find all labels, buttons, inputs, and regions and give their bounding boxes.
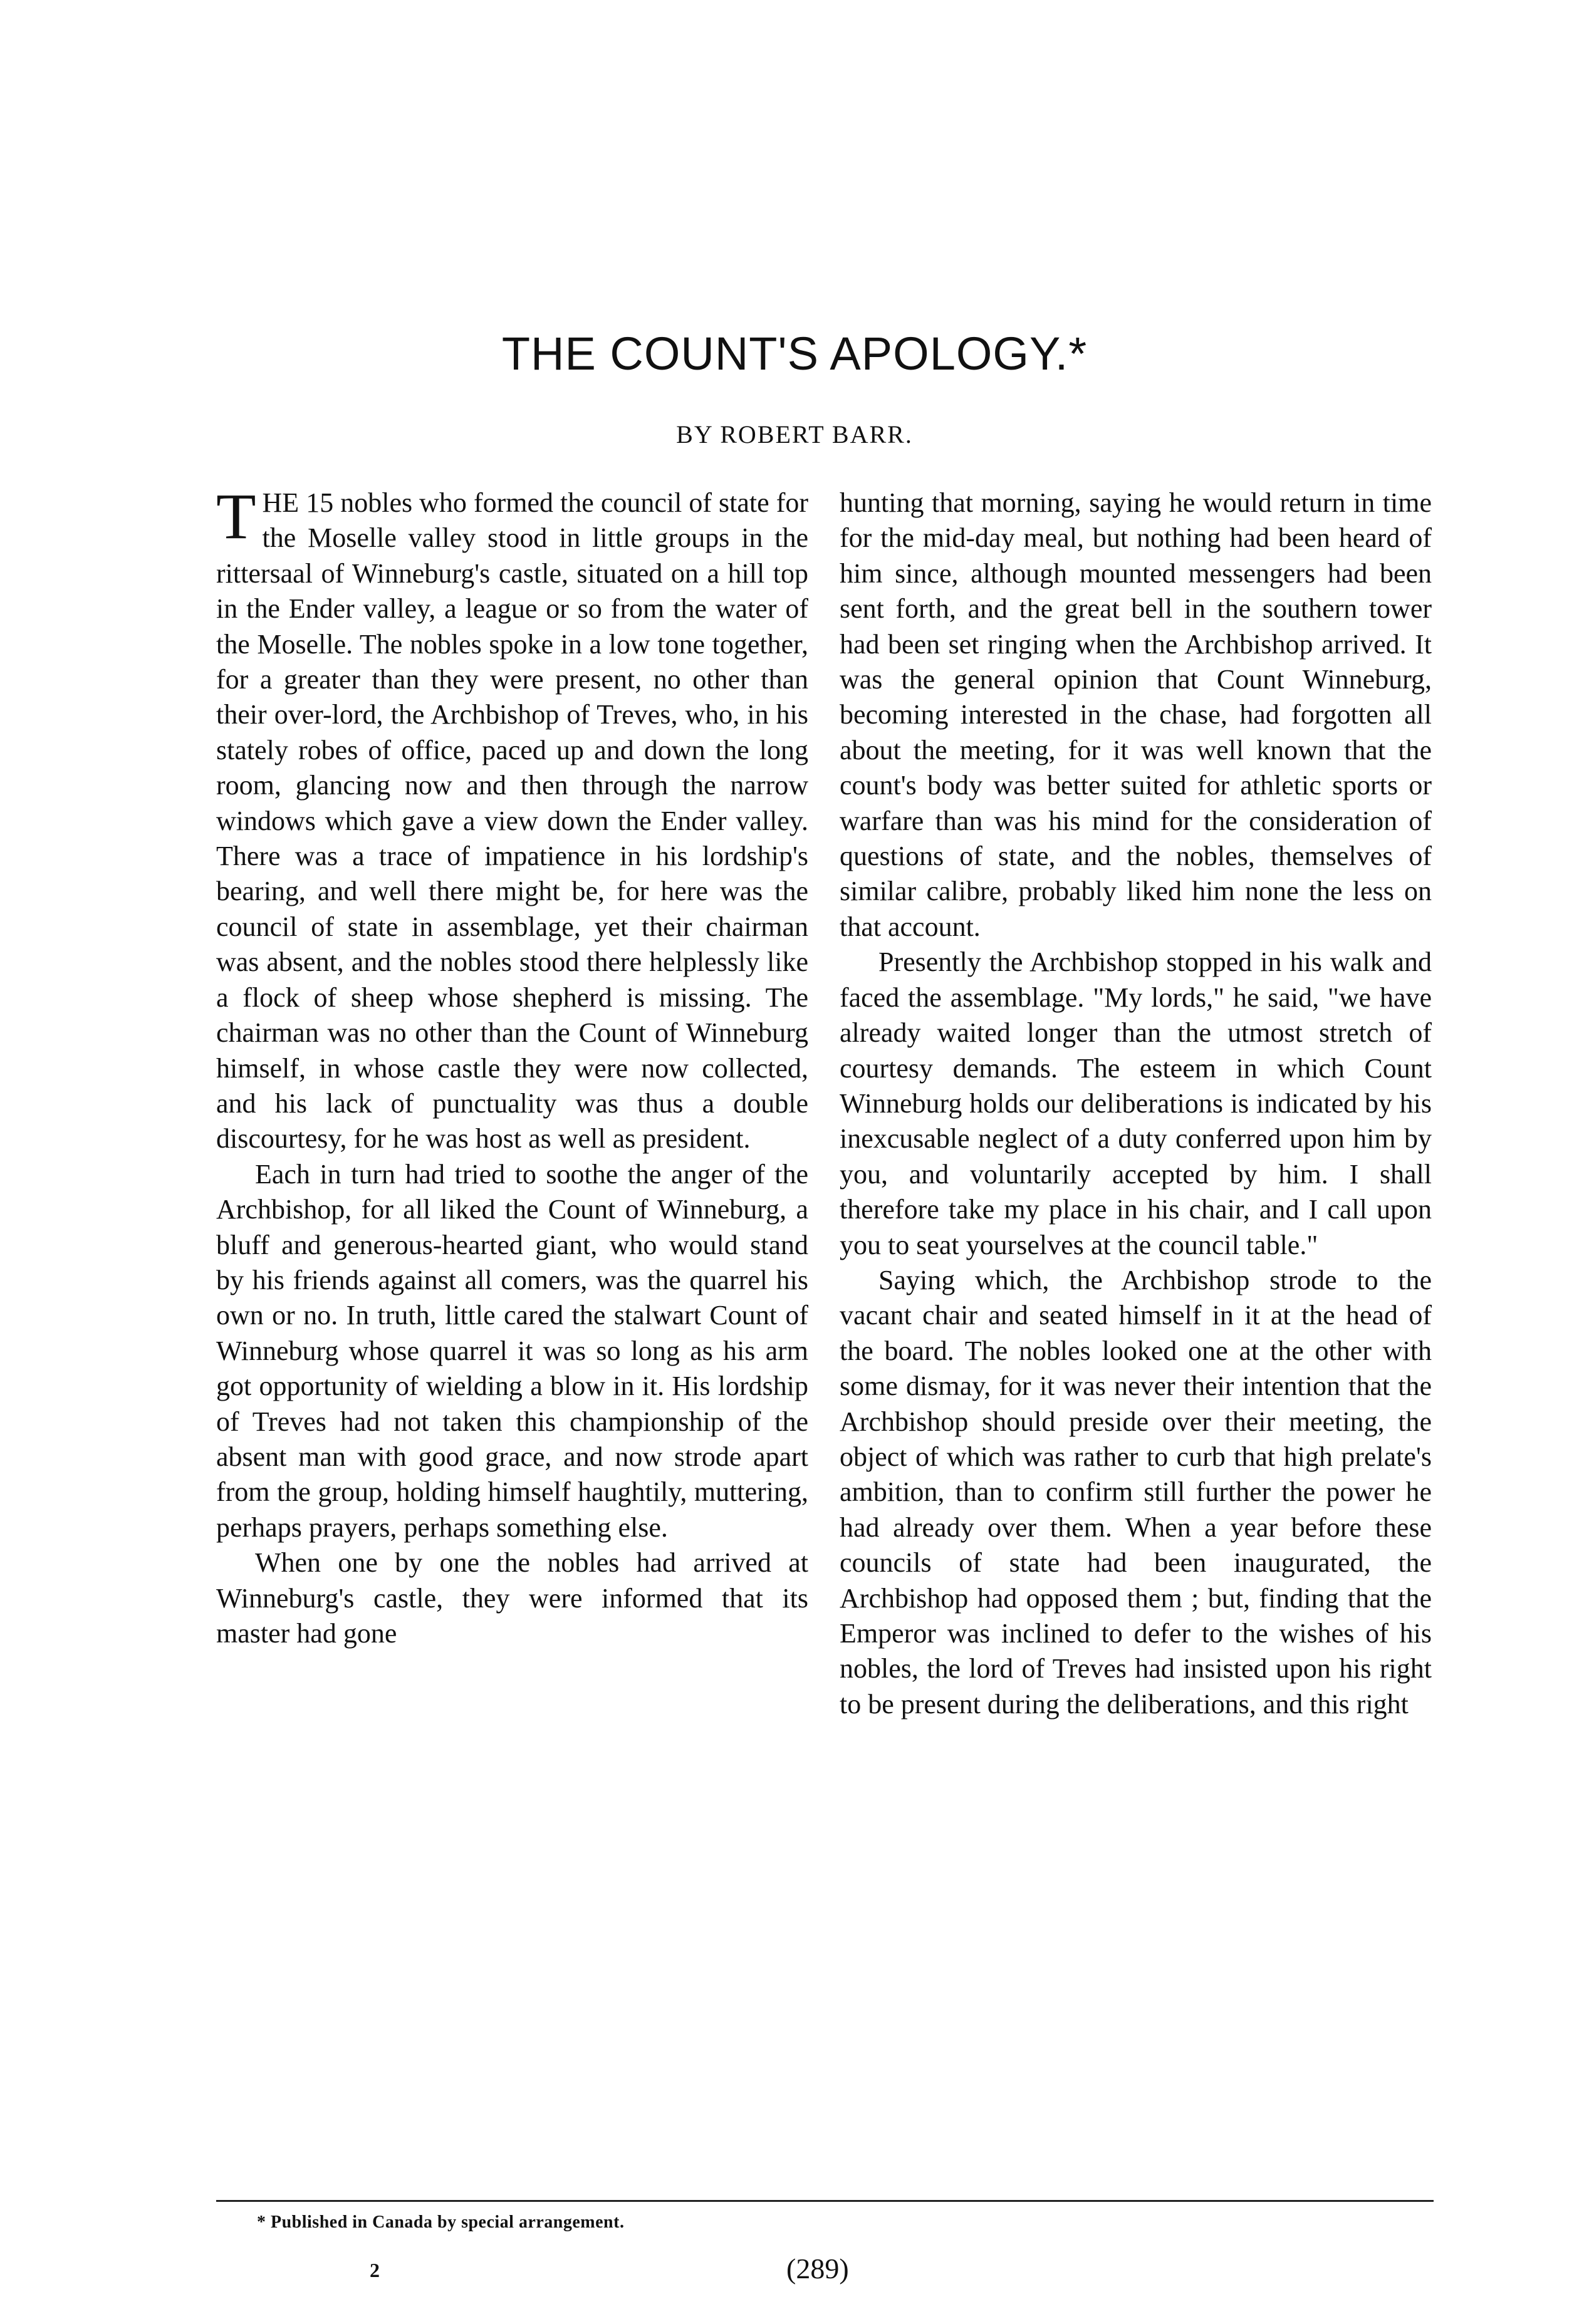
left-column bbox=[216, 485, 808, 2186]
paragraph-1-text: HE 15 nobles who formed the council of state for the Moselle valley stood in little groups in the rittersaal of Winneburg's castle, situated on a hill top in the Ender valley, a league or so from the water of the Moselle. The nobles spoke in a low tone together, for a greater than they were present, no other than their over-lord, the Archbishop of Treves, who, in his stately robes of office, paced up and down the long room, glancing now and then through the narrow windows which gave a view down the Ender valley. There was a trace of impatience in his lordship's bearing, and well there might be, for here was the council of state in assemblage, yet their chairman was absent, and the nobles stood there helplessly like a flock of sheep whose shepherd is missing. The chairman was no other than the Count of Winneburg himself, in whose castle they were now collected, and his lack of punctuality was thus a double discourtesy, for he was host as well as president. bbox=[216, 487, 808, 1154]
footnote-rule bbox=[216, 2200, 1434, 2202]
paragraph-4: Presently the Archbishop stopped in his walk and faced the assemblage. "My lords," he said, "we have already waited longer than the utmost stretch of courtesy demands. The esteem in which Count Winneburg holds our deliberations is indicated by his inexcusable neglect of a duty conferred upon him by you, and voluntarily accepted by him. I shall therefore take my place in his chair, and I call upon you to seat yourselves at the council table." bbox=[840, 947, 1432, 1260]
signature-mark: 2 bbox=[370, 2259, 380, 2281]
paragraph-5: Saying which, the Archbishop strode to the vacant chair and seated himself in it at the head of the board. The nobles looked one at the other with some dismay, for it was never their intention that the Archbishop should preside over their meeting, the object of which was rather to curb that high prelate's ambition, than to confirm still further the power he had already over them. When a year before these councils of state had been inaugurated, the Archbishop had opposed them ; but, finding that the Emperor was inclined to defer to the wishes of his nobles, the lord of Treves had insisted upon his right to be present during the deliberations, and this right bbox=[840, 1264, 1432, 1720]
paragraph-3-start: When one by one the nobles had arrived at Winneburg's castle, they were informed that its master had gone bbox=[216, 1547, 808, 1649]
footnote: * Published in Canada by special arrangement. bbox=[257, 2212, 625, 2232]
paragraph-1 bbox=[216, 485, 808, 1157]
right-column bbox=[840, 485, 1432, 2186]
drop-cap: T bbox=[216, 485, 256, 552]
article-byline: BY ROBERT BARR. bbox=[676, 420, 913, 449]
paragraph-2: Each in turn had tried to soothe the anger of the Archbishop, for all liked the Count of Winneburg, a bluff and generous-hearted giant, who would stand by his friends against all comers, was the quarrel his own or no. In truth, little cared the stalwart Count of Winneburg whose quarrel it was so long as his arm got opportunity of wielding a blow in it. His lordship of Treves had not taken this championship of the absent man with good grace, and now strode apart from the group, holding himself haughtily, muttering, perhaps prayers, perhaps something else. bbox=[216, 1158, 808, 1543]
article-title: THE COUNT'S APOLOGY.* bbox=[501, 328, 1088, 380]
page-number: (289) bbox=[786, 2253, 849, 2285]
paragraph-3-continued: hunting that morning, saying he would return in time for the mid-day meal, but nothing had been heard of him since, although mounted messengers had been sent forth, and the great bell in the southern tower had been set ringing when the Archbishop arrived. It was the general opinion that Count Winneburg, becoming interested in the chase, had forgotten all about the meeting, for it was well known that the count's body was better suited for athletic sports or warfare than was his mind for the consideration of questions of state, and the nobles, themselves of similar calibre, probably liked him none the less on that account. bbox=[840, 487, 1432, 942]
